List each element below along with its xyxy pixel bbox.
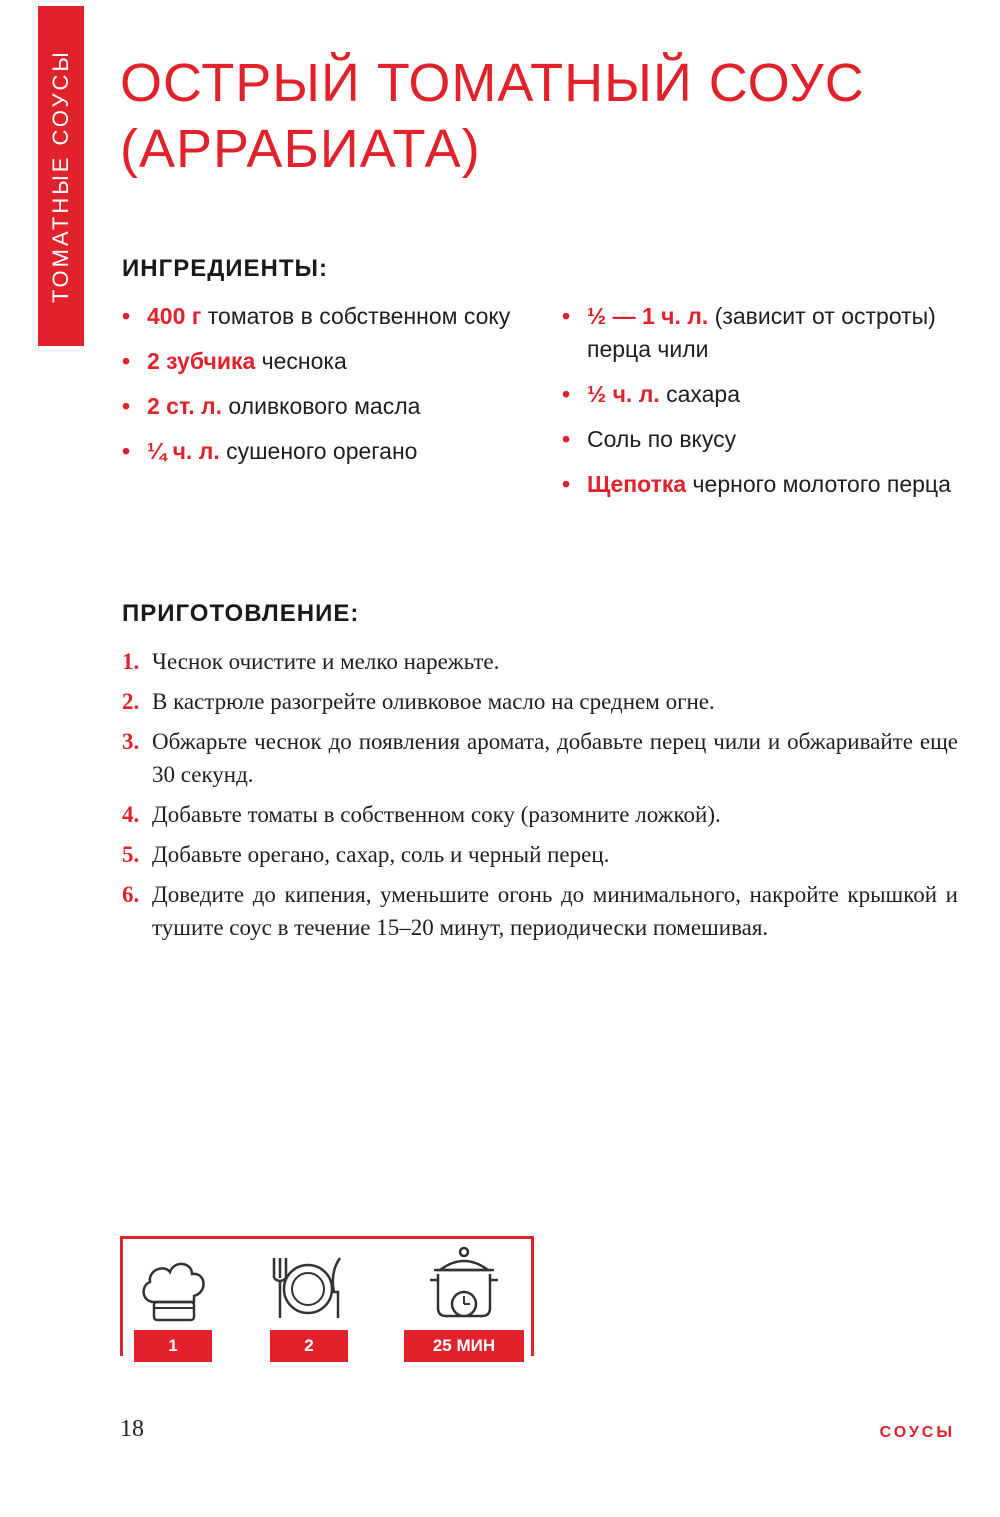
recipe-title-line-1: ОСТРЫЙ ТОМАТНЫЙ СОУС	[120, 53, 865, 113]
ingredient-amount: Щепотка	[587, 471, 687, 497]
recipe-title	[120, 50, 960, 182]
step-number: 2.	[122, 689, 140, 714]
footer-section-name: СОУСЫ	[879, 1424, 955, 1441]
steps-list	[122, 645, 958, 951]
ingredient-item	[562, 300, 962, 366]
bullet-icon: •	[562, 471, 571, 497]
bullet-icon: •	[122, 393, 131, 419]
ingredients-list-right	[562, 300, 962, 513]
ingredient-amount: 400 г	[147, 303, 202, 329]
step-number: 4.	[122, 802, 140, 827]
servings-badge: 2	[270, 1330, 348, 1362]
ingredients-heading: ИНГРЕДИЕНТЫ:	[122, 255, 329, 282]
step-text: Добавьте томаты в собственном соку (разомните ложкой).	[152, 802, 721, 827]
ingredient-text: черного молотого перца	[686, 471, 951, 497]
step-number: 5.	[122, 842, 140, 867]
difficulty-badge: 1	[134, 1330, 212, 1362]
bullet-icon: •	[122, 348, 131, 374]
step-item	[122, 645, 958, 678]
step-number: 3.	[122, 729, 140, 754]
ingredient-text: томатов в собственном соку	[201, 303, 511, 329]
step-text: Доведите до кипения, уменьшите огонь до минимального, накройте крышкой и тушите соус в течение 15–20 минут, периодически помешивая.	[152, 882, 958, 940]
side-section-label: ТОМАТНЫЕ СОУСЫ	[48, 49, 73, 303]
ingredient-text: сушеного орегано	[219, 438, 418, 464]
time-badge: 25 МИН	[404, 1330, 524, 1362]
step-text: Добавьте орегано, сахар, соль и черный перец.	[152, 842, 610, 867]
ingredient-item	[122, 435, 522, 468]
step-item	[122, 685, 958, 718]
ingredient-text: сахара	[659, 381, 741, 407]
ingredient-text: Соль по вкусу	[587, 426, 737, 452]
bullet-icon: •	[122, 438, 131, 464]
ingredient-item	[562, 423, 962, 456]
step-text: В кастрюле разогрейте оливковое масло на среднем огне.	[152, 689, 715, 714]
step-text: Чеснок очистите и мелко нарежьте.	[152, 649, 500, 674]
plate-cutlery-icon	[268, 1252, 348, 1326]
ingredient-item	[122, 345, 522, 378]
steps-heading: ПРИГОТОВЛЕНИЕ:	[122, 600, 360, 627]
step-number: 1.	[122, 649, 140, 674]
ingredient-amount: ½ — 1 ч. л.	[587, 303, 709, 329]
step-item	[122, 725, 958, 791]
side-section-tab	[38, 6, 84, 346]
ingredient-amount: ¼ ч. л.	[147, 438, 220, 464]
pot-timer-icon	[428, 1246, 500, 1326]
step-number: 6.	[122, 882, 140, 907]
ingredient-amount: 2 ст. л.	[147, 393, 222, 419]
bullet-icon: •	[122, 303, 131, 329]
step-text: Обжарьте чеснок до появления аромата, добавьте перец чили и обжаривайте еще 30 секунд.	[152, 729, 958, 787]
step-item	[122, 798, 958, 831]
chef-hat-icon	[136, 1252, 212, 1326]
ingredients-list-left	[122, 300, 522, 480]
ingredient-text: чеснока	[255, 348, 347, 374]
step-item	[122, 838, 958, 871]
ingredient-text: оливкового масла	[222, 393, 421, 419]
ingredient-item	[122, 390, 522, 423]
step-item	[122, 878, 958, 944]
bullet-icon: •	[562, 381, 571, 407]
page-number: 18	[120, 1416, 144, 1442]
ingredient-amount: ½ ч. л.	[587, 381, 660, 407]
bullet-icon: •	[562, 303, 571, 329]
ingredient-item	[562, 378, 962, 411]
ingredient-item	[122, 300, 522, 333]
ingredient-amount: 2 зубчика	[147, 348, 256, 374]
ingredient-item	[562, 468, 962, 501]
recipe-title-line-2: (АРРАБИАТА)	[120, 119, 481, 179]
ingredient-text: (зависит от остроты) перца чили	[587, 303, 936, 362]
bullet-icon: •	[562, 426, 571, 452]
